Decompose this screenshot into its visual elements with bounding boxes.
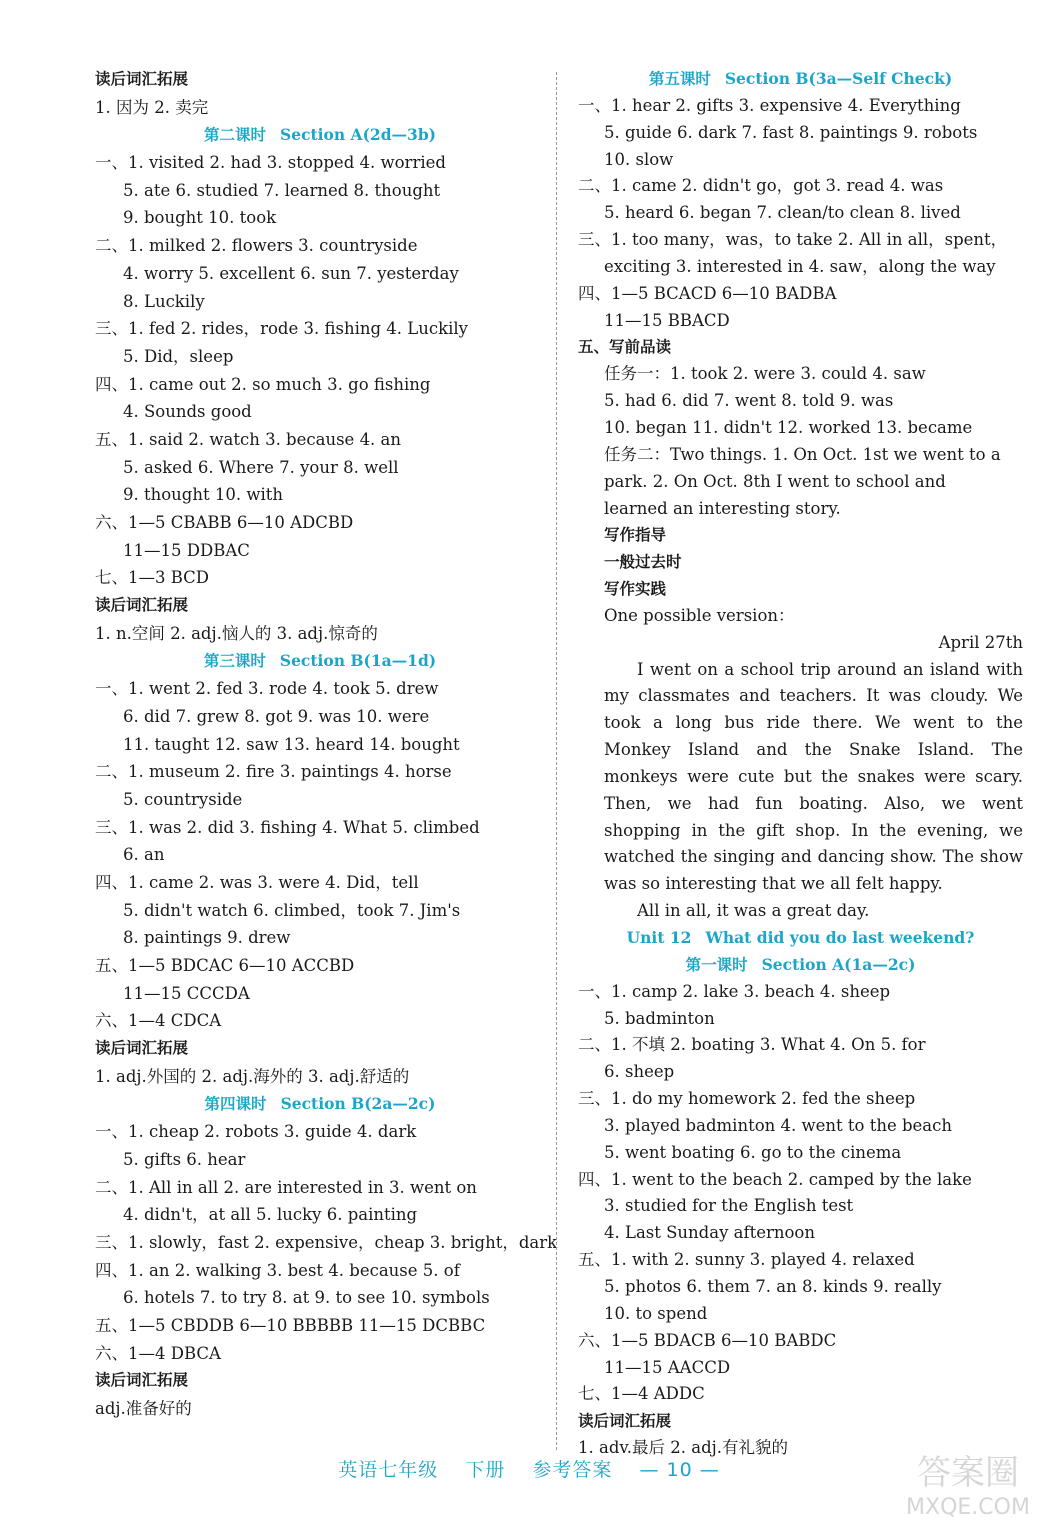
answer-line: 4. worry 5. excellent 6. sun 7. yesterday bbox=[123, 263, 459, 283]
answer-line: 二、1. All in all 2. are interested in 3. went on bbox=[95, 1177, 477, 1197]
footer-page-number: — 10 — bbox=[639, 1459, 720, 1481]
section-heading bbox=[578, 952, 1023, 979]
section-title: Section A(2d—3b) bbox=[280, 125, 436, 145]
answer-line: 3. played badminton 4. went to the beach bbox=[604, 1115, 952, 1135]
answer-line: 11—15 CCCDA bbox=[123, 983, 250, 1003]
answer-line: 四、1. came out 2. so much 3. go fishing bbox=[95, 374, 431, 394]
answer-line: 四、1. came 2. was 3. were 4. Did，tell bbox=[95, 872, 419, 892]
answer-line: 10. to spend bbox=[604, 1303, 708, 1323]
watermark-text: 答案圈 bbox=[917, 1453, 1019, 1493]
answer-line: exciting 3. interested in 4. saw，along the way bbox=[604, 256, 996, 276]
subsection-heading: 读后词汇拓展 bbox=[95, 1039, 189, 1058]
answer-line: 三、1. too many，was，to take 2. All in all，spent， bbox=[578, 230, 1008, 250]
answer-line: 一、1. went 2. fed 3. rode 4. took 5. drew bbox=[95, 679, 439, 699]
watermark-logo bbox=[898, 1442, 1038, 1522]
answer-line: 3. studied for the English test bbox=[604, 1196, 854, 1216]
answer-line: 11—15 DDBAC bbox=[123, 540, 250, 560]
answer-line: 5. heard 6. began 7. clean/to clean 8. lived bbox=[604, 203, 961, 223]
answer-line: 5. photos 6. them 7. an 8. kinds 9. really bbox=[604, 1276, 942, 1296]
answer-line: 5. had 6. did 7. went 8. told 9. was bbox=[604, 391, 894, 411]
subsection-heading: 写作指导 bbox=[604, 526, 667, 545]
section-heading bbox=[95, 121, 545, 149]
answer-line: 5. badminton bbox=[604, 1008, 715, 1028]
answer-line: 8. Luckily bbox=[123, 291, 205, 311]
footer-label: 参考答案 bbox=[532, 1459, 613, 1481]
answer-line: 5. didn't watch 6. climbed，took 7. Jim's bbox=[123, 900, 461, 920]
answer-line: 三、1. slowly，fast 2. expensive，cheap 3. bright，dark bbox=[95, 1232, 558, 1252]
answer-line: 三、1. do my homework 2. fed the sheep bbox=[578, 1089, 916, 1109]
answer-line: One possible version： bbox=[604, 605, 795, 625]
answer-line: 11. taught 12. saw 13. heard 14. bought bbox=[123, 734, 460, 754]
answer-line: 5. Did，sleep bbox=[123, 346, 234, 366]
section-lesson: 第二课时 bbox=[204, 125, 267, 145]
subsection-heading: 五、写前品读 bbox=[578, 338, 672, 357]
answer-line: 五、1. said 2. watch 3. because 4. an bbox=[95, 429, 402, 449]
answer-line: 五、1—5 CBDDB 6—10 BBBBB 11—15 DCBBC bbox=[95, 1315, 486, 1335]
answer-line: 5. gifts 6. hear bbox=[123, 1149, 246, 1169]
section-title: Section B(3a—Self Check) bbox=[724, 69, 953, 88]
answer-line: 6. hotels 7. to try 8. at 9. to see 10. symbols bbox=[123, 1288, 490, 1308]
answer-line: 六、1—5 BDACB 6—10 BABDC bbox=[578, 1330, 837, 1350]
answer-line: 1. adj.外国的 2. adj.海外的 3. adj.舒适的 bbox=[95, 1066, 410, 1086]
essay-paragraph: All in all, it was a great day. bbox=[637, 901, 870, 921]
answer-line: 6. an bbox=[123, 845, 165, 865]
answer-line: 1. n.空间 2. adj.恼人的 3. adj.惊奇的 bbox=[95, 623, 378, 643]
answer-line: 4. didn't，at all 5. lucky 6. painting bbox=[123, 1205, 418, 1225]
footer-volume: 下册 bbox=[465, 1459, 506, 1481]
subsection-heading: 一般过去时 bbox=[604, 553, 682, 572]
answer-line: 三、1. fed 2. rides，rode 3. fishing 4. Luckily bbox=[95, 319, 468, 339]
answer-line: 11—15 BBACD bbox=[604, 310, 730, 330]
subsection-heading: 读后词汇拓展 bbox=[95, 70, 189, 88]
answer-line: 四、1—5 BCACD 6—10 BADBA bbox=[578, 283, 837, 303]
answer-line: 5. asked 6. Where 7. your 8. well bbox=[123, 457, 399, 477]
section-lesson: 第一课时 bbox=[685, 954, 748, 974]
answer-line: 5. went boating 6. go to the cinema bbox=[604, 1142, 902, 1162]
answer-line: 5. guide 6. dark 7. fast 8. paintings 9. robots bbox=[604, 122, 978, 142]
subsection-heading: 写作实践 bbox=[604, 580, 667, 599]
answer-line: 五、1—5 BDCAC 6—10 ACCBD bbox=[95, 956, 355, 975]
answer-line: 二、1. came 2. didn't go，got 3. read 4. was bbox=[578, 176, 944, 196]
subsection-heading: 读后词汇拓展 bbox=[95, 596, 189, 615]
section-lesson: Unit 12 bbox=[626, 928, 692, 947]
answer-line: 五、1. with 2. sunny 3. played 4. relaxed bbox=[578, 1250, 915, 1270]
answer-line: 5. ate 6. studied 7. learned 8. thought bbox=[123, 180, 441, 200]
answer-line: 5. countryside bbox=[123, 789, 243, 809]
answer-line: 8. paintings 9. drew bbox=[123, 928, 291, 948]
answer-line: 6. sheep bbox=[604, 1062, 675, 1082]
answer-line: 七、1—3 BCD bbox=[95, 568, 210, 588]
essay-paragraph: I went on a school trip around an island with my classmates and teachers. It was cloudy. We took a long bus ride there. We went to the Monkey Island and the Snake Island. The monkeys were cute but the snakes were scary. Then, we had fun boating. Also, we went shopping in the gift shop. In the evening, we watched the singing and dancing show. The show was so interesting that we all felt happy. bbox=[604, 659, 1023, 894]
answer-line: 4. Sounds good bbox=[123, 402, 252, 422]
answer-line: learned an interesting story. bbox=[604, 498, 841, 518]
answer-line: 任务二：Two things. 1. On Oct. 1st we went to a bbox=[604, 444, 1001, 464]
column-divider bbox=[556, 72, 557, 1450]
section-heading bbox=[578, 66, 1023, 93]
section-title: Section B(2a—2c) bbox=[280, 1094, 436, 1114]
answer-line: 10. slow bbox=[604, 149, 674, 169]
section-heading bbox=[578, 925, 1023, 952]
answer-line: 四、1. an 2. walking 3. best 4. because 5. of bbox=[95, 1260, 460, 1280]
left-column bbox=[95, 66, 558, 1423]
answer-line: 任务一：1. took 2. were 3. could 4. saw bbox=[604, 364, 926, 384]
answer-line: 一、1. visited 2. had 3. stopped 4. worried bbox=[95, 153, 446, 173]
answer-line: 9. bought 10. took bbox=[123, 208, 277, 228]
answer-line: 六、1—5 CBABB 6—10 ADCBD bbox=[95, 513, 354, 532]
answer-line: 一、1. hear 2. gifts 3. expensive 4. Everything bbox=[578, 95, 961, 115]
section-lesson: 第五课时 bbox=[648, 69, 711, 88]
answer-line: 六、1—4 CDCA bbox=[95, 1011, 222, 1031]
answer-line: 9. thought 10. with bbox=[123, 485, 284, 505]
answer-line: 七、1—4 ADDC bbox=[578, 1384, 705, 1404]
answer-line: 三、1. was 2. did 3. fishing 4. What 5. climbed bbox=[95, 817, 480, 837]
section-heading bbox=[95, 647, 545, 675]
subsection-heading: 读后词汇拓展 bbox=[578, 1412, 672, 1431]
footer-book: 英语七年级 bbox=[338, 1459, 439, 1481]
answer-line: 一、1. camp 2. lake 3. beach 4. sheep bbox=[578, 981, 891, 1001]
section-lesson: 第四课时 bbox=[204, 1094, 267, 1114]
section-lesson: 第三课时 bbox=[203, 651, 266, 671]
answer-line: 二、1. 不填 2. boating 3. What 4. On 5. for bbox=[578, 1035, 926, 1055]
answer-line: 六、1—4 DBCA bbox=[95, 1343, 221, 1363]
essay-date: April 27th bbox=[938, 632, 1023, 652]
section-title: Section A(1a—2c) bbox=[761, 954, 916, 974]
section-heading bbox=[95, 1090, 545, 1118]
right-column bbox=[578, 66, 1023, 1462]
answer-line: park. 2. On Oct. 8th I went to school and bbox=[604, 471, 946, 491]
answer-line: 6. did 7. grew 8. got 9. was 10. were bbox=[123, 706, 430, 726]
subsection-heading: 读后词汇拓展 bbox=[95, 1371, 189, 1390]
answer-line: 10. began 11. didn't 12. worked 13. became bbox=[604, 417, 973, 437]
answer-line: 1. adv.最后 2. adj.有礼貌的 bbox=[578, 1438, 788, 1458]
answer-line: 4. Last Sunday afternoon bbox=[604, 1223, 815, 1243]
section-title: What did you do last weekend? bbox=[705, 928, 975, 947]
answer-line: 二、1. museum 2. fire 3. paintings 4. horse bbox=[95, 762, 452, 782]
answer-line: 1. 因为 2. 卖完 bbox=[95, 97, 209, 117]
answer-line: 一、1. cheap 2. robots 3. guide 4. dark bbox=[95, 1122, 417, 1142]
answer-line: adj.准备好的 bbox=[95, 1399, 192, 1418]
answer-line: 四、1. went to the beach 2. camped by the lake bbox=[578, 1169, 972, 1189]
section-title: Section B(1a—1d) bbox=[279, 651, 437, 671]
answer-line: 11—15 AACCD bbox=[604, 1357, 731, 1377]
watermark-url: MXQE.COM bbox=[906, 1495, 1030, 1520]
answer-line: 二、1. milked 2. flowers 3. countryside bbox=[95, 236, 418, 256]
